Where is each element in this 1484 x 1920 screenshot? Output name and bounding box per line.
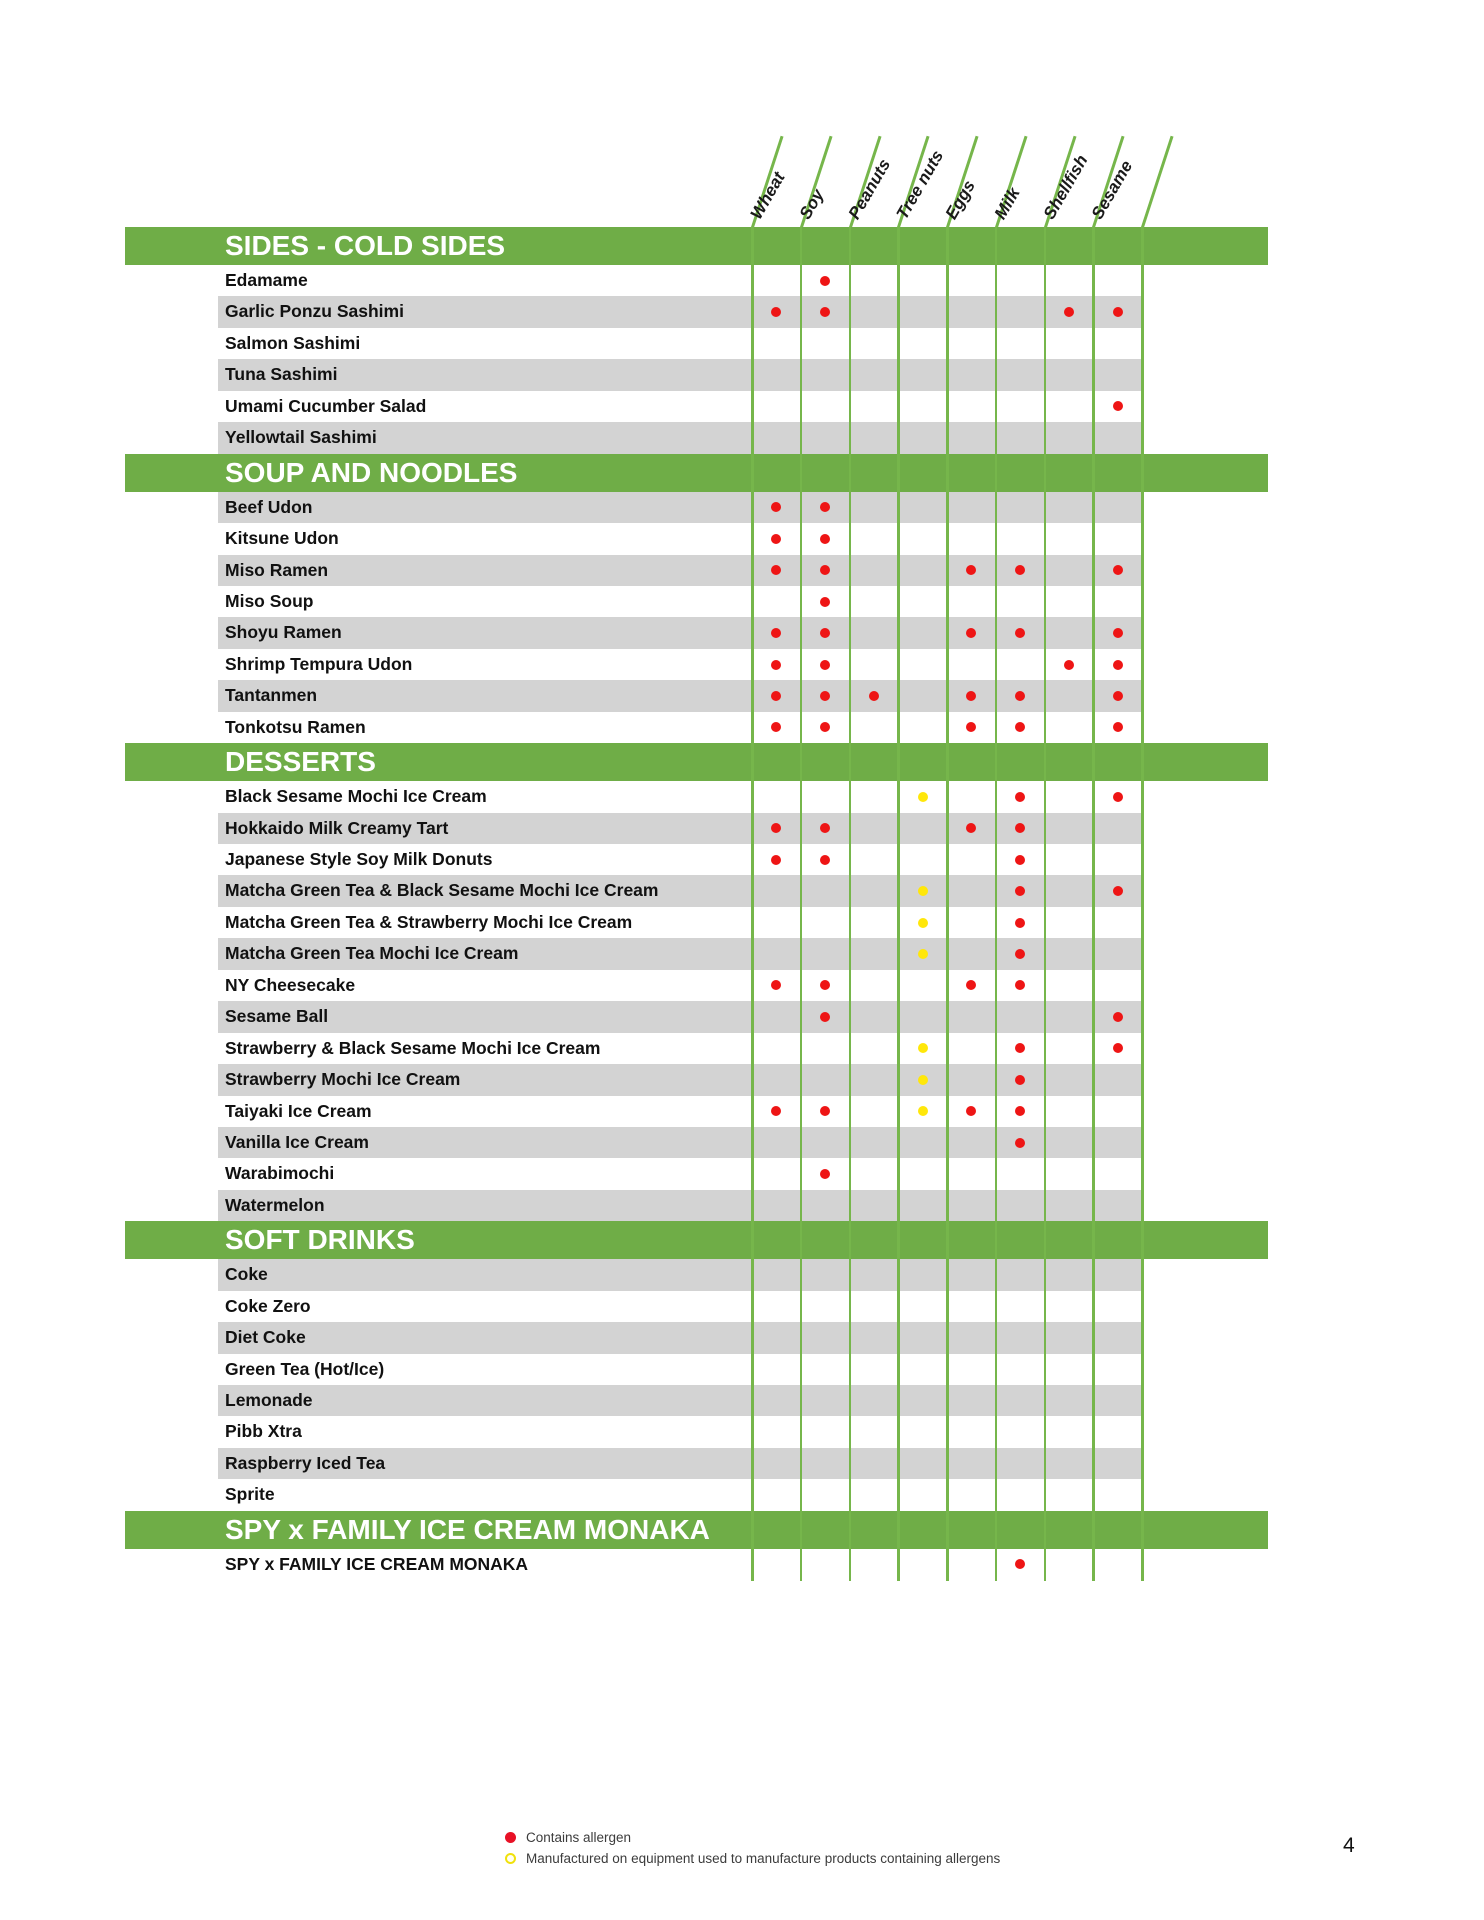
table-row: [0, 1127, 1484, 1158]
grid-line: [849, 227, 852, 1581]
contains-allergen-dot-icon: [820, 276, 830, 286]
contains-allergen-dot-icon: [966, 980, 976, 990]
legend-may-contain-label: Manufactured on equipment used to manufacture products containing allergens: [526, 1851, 1001, 1866]
contains-allergen-dot-icon: [1113, 722, 1123, 732]
row-shade: [218, 359, 1142, 390]
row-label: Matcha Green Tea Mochi Ice Cream: [225, 943, 519, 964]
table-row: [0, 1064, 1484, 1095]
contains-allergen-dot-icon: [1113, 691, 1123, 701]
row-label: Sprite: [225, 1484, 275, 1505]
row-shade: [218, 1259, 1142, 1290]
contains-allergen-dot-icon: [1015, 1138, 1025, 1148]
row-label: Sesame Ball: [225, 1006, 329, 1027]
legend: [505, 1827, 1000, 1869]
grid-line: [1044, 227, 1047, 1581]
contains-allergen-dot-icon: [820, 722, 830, 732]
table-row: [0, 1479, 1484, 1510]
column-separator-line: [1141, 136, 1173, 228]
contains-allergen-dot-icon: [771, 660, 781, 670]
contains-allergen-dot-icon: [1015, 1106, 1025, 1116]
contains-allergen-dot-icon: [771, 534, 781, 544]
table-row: [0, 1001, 1484, 1032]
table-row: [0, 907, 1484, 938]
row-label: Shrimp Tempura Udon: [225, 653, 413, 674]
grid-line: [751, 227, 754, 1581]
row-label: Yellowtail Sashimi: [225, 427, 377, 448]
row-label: Strawberry Mochi Ice Cream: [225, 1069, 461, 1090]
table-row: [0, 712, 1484, 743]
row-label: Miso Soup: [225, 590, 314, 611]
may-contain-dot-icon: [918, 1043, 928, 1053]
table-row: [0, 1096, 1484, 1127]
contains-allergen-dot-icon: [1015, 792, 1025, 802]
table-row: [0, 422, 1484, 453]
row-label: Warabimochi: [225, 1163, 335, 1184]
contains-allergen-dot-icon: [1015, 918, 1025, 928]
section-header-bar: SOFT DRINKS: [125, 1221, 1268, 1259]
legend-item-may-contain: [505, 1848, 1000, 1869]
contains-allergen-dot-icon: [505, 1832, 516, 1843]
contains-allergen-dot-icon: [1113, 307, 1123, 317]
table-row: [0, 296, 1484, 327]
row-label: Pibb Xtra: [225, 1421, 302, 1442]
contains-allergen-dot-icon: [771, 722, 781, 732]
grid-line: [946, 227, 949, 1581]
column-header-label: Shellfish: [1039, 151, 1092, 223]
row-label: SPY x FAMILY ICE CREAM MONAKA: [225, 1553, 529, 1574]
row-label: Strawberry & Black Sesame Mochi Ice Cream: [225, 1037, 601, 1058]
grid-line: [995, 227, 998, 1581]
row-label: Green Tea (Hot/Ice): [225, 1358, 385, 1379]
table-row: [0, 1322, 1484, 1353]
row-label: Garlic Ponzu Sashimi: [225, 301, 404, 322]
contains-allergen-dot-icon: [1015, 1559, 1025, 1569]
row-shade: [218, 492, 1142, 523]
row-label: Coke: [225, 1264, 268, 1285]
contains-allergen-dot-icon: [1015, 722, 1025, 732]
contains-allergen-dot-icon: [820, 597, 830, 607]
contains-allergen-dot-icon: [820, 1106, 830, 1116]
row-label: NY Cheesecake: [225, 974, 356, 995]
contains-allergen-dot-icon: [1113, 628, 1123, 638]
contains-allergen-dot-icon: [966, 1106, 976, 1116]
row-label: Watermelon: [225, 1194, 325, 1215]
table-row: [0, 1448, 1484, 1479]
row-label: Salmon Sashimi: [225, 332, 361, 353]
contains-allergen-dot-icon: [1015, 1075, 1025, 1085]
section-header-bar: SOUP AND NOODLES: [125, 454, 1268, 492]
row-label: Edamame: [225, 270, 308, 290]
row-shade: [218, 617, 1142, 648]
table-row: [0, 523, 1484, 554]
may-contain-dot-icon: [505, 1853, 516, 1864]
row-label: Matcha Green Tea & Black Sesame Mochi Ice Cream: [225, 880, 659, 901]
contains-allergen-dot-icon: [820, 855, 830, 865]
table-row: [0, 813, 1484, 844]
contains-allergen-dot-icon: [1015, 980, 1025, 990]
row-label: Vanilla Ice Cream: [225, 1131, 369, 1152]
section-header-bar: SIDES - COLD SIDES: [125, 227, 1268, 265]
contains-allergen-dot-icon: [869, 691, 879, 701]
contains-allergen-dot-icon: [1015, 1043, 1025, 1053]
column-header-label: Soy: [795, 185, 828, 223]
contains-allergen-dot-icon: [1113, 401, 1123, 411]
table-row: [0, 649, 1484, 680]
grid-line: [1141, 227, 1144, 1581]
may-contain-dot-icon: [918, 1106, 928, 1116]
may-contain-dot-icon: [918, 1075, 928, 1085]
contains-allergen-dot-icon: [820, 1169, 830, 1179]
row-label: Taiyaki Ice Cream: [225, 1100, 372, 1121]
row-shade: [218, 1001, 1142, 1032]
contains-allergen-dot-icon: [966, 722, 976, 732]
contains-allergen-dot-icon: [771, 1106, 781, 1116]
row-label: Umami Cucumber Salad: [225, 395, 427, 416]
row-label: Tantanmen: [225, 685, 318, 706]
contains-allergen-dot-icon: [1113, 565, 1123, 575]
table-row: [0, 1033, 1484, 1064]
row-shade: [218, 1190, 1142, 1221]
legend-item-contains: [505, 1827, 1000, 1848]
column-header-label: Sesame: [1087, 157, 1137, 223]
row-label: Tuna Sashimi: [225, 364, 338, 385]
table-row: [0, 617, 1484, 648]
row-label: Raspberry Iced Tea: [225, 1452, 386, 1473]
row-label: Miso Ramen: [225, 559, 329, 580]
may-contain-dot-icon: [918, 886, 928, 896]
column-header-label: Peanuts: [844, 155, 894, 223]
row-label: Shoyu Ramen: [225, 622, 342, 643]
contains-allergen-dot-icon: [1113, 1043, 1123, 1053]
table-row: [0, 1190, 1484, 1221]
table-row: [0, 781, 1484, 812]
row-label: Diet Coke: [225, 1327, 306, 1348]
table-row: [0, 492, 1484, 523]
grid-line: [800, 227, 803, 1581]
table-row: [0, 359, 1484, 390]
row-label: Japanese Style Soy Milk Donuts: [225, 849, 493, 869]
table-row: [0, 391, 1484, 422]
table-row: [0, 328, 1484, 359]
contains-allergen-dot-icon: [1113, 660, 1123, 670]
grid-line: [1092, 227, 1095, 1581]
may-contain-dot-icon: [918, 792, 928, 802]
column-header-label: Eggs: [941, 177, 979, 223]
legend-contains-label: Contains allergen: [526, 1830, 632, 1845]
table-row: [0, 680, 1484, 711]
contains-allergen-dot-icon: [820, 1012, 830, 1022]
table-row: [0, 844, 1484, 875]
contains-allergen-dot-icon: [1113, 886, 1123, 896]
row-label: Coke Zero: [225, 1295, 311, 1316]
table-row: [0, 555, 1484, 586]
contains-allergen-dot-icon: [1064, 307, 1074, 317]
contains-allergen-dot-icon: [1113, 1012, 1123, 1022]
row-label: Hokkaido Milk Creamy Tart: [225, 817, 449, 838]
contains-allergen-dot-icon: [820, 660, 830, 670]
row-label: Beef Udon: [225, 496, 313, 517]
table-row: [0, 1158, 1484, 1189]
table-row: [0, 1291, 1484, 1322]
table-row: [0, 1385, 1484, 1416]
contains-allergen-dot-icon: [1015, 855, 1025, 865]
column-header-label: Tree nuts: [892, 146, 948, 223]
contains-allergen-dot-icon: [820, 980, 830, 990]
contains-allergen-dot-icon: [1064, 660, 1074, 670]
table-row: [0, 1416, 1484, 1447]
column-header-label: Wheat: [746, 168, 789, 223]
section-header-bar: SPY x FAMILY ICE CREAM MONAKA: [125, 1511, 1268, 1549]
table-row: [0, 1549, 1484, 1580]
grid-line: [897, 227, 900, 1581]
row-shade: [218, 680, 1142, 711]
row-shade: [218, 1322, 1142, 1353]
row-shade: [218, 555, 1142, 586]
table-row: [0, 1259, 1484, 1290]
row-label: Lemonade: [225, 1390, 313, 1410]
table-row: [0, 1354, 1484, 1385]
allergen-table: [0, 227, 1484, 1580]
table-row: [0, 265, 1484, 296]
column-header-label: Milk: [990, 184, 1024, 223]
may-contain-dot-icon: [918, 949, 928, 959]
page-number: 4: [1343, 1834, 1355, 1857]
table-row: [0, 875, 1484, 906]
section-header-bar: DESSERTS: [125, 743, 1268, 781]
table-row: [0, 938, 1484, 969]
table-row: [0, 970, 1484, 1001]
row-label: Matcha Green Tea & Strawberry Mochi Ice Cream: [225, 911, 633, 932]
row-shade: [218, 1385, 1142, 1416]
contains-allergen-dot-icon: [771, 855, 781, 865]
row-label: Kitsune Udon: [225, 528, 339, 549]
contains-allergen-dot-icon: [771, 980, 781, 990]
table-row: [0, 586, 1484, 617]
contains-allergen-dot-icon: [1113, 792, 1123, 802]
row-label: Tonkotsu Ramen: [225, 716, 366, 737]
row-label: Black Sesame Mochi Ice Cream: [225, 786, 487, 807]
may-contain-dot-icon: [918, 918, 928, 928]
contains-allergen-dot-icon: [820, 534, 830, 544]
